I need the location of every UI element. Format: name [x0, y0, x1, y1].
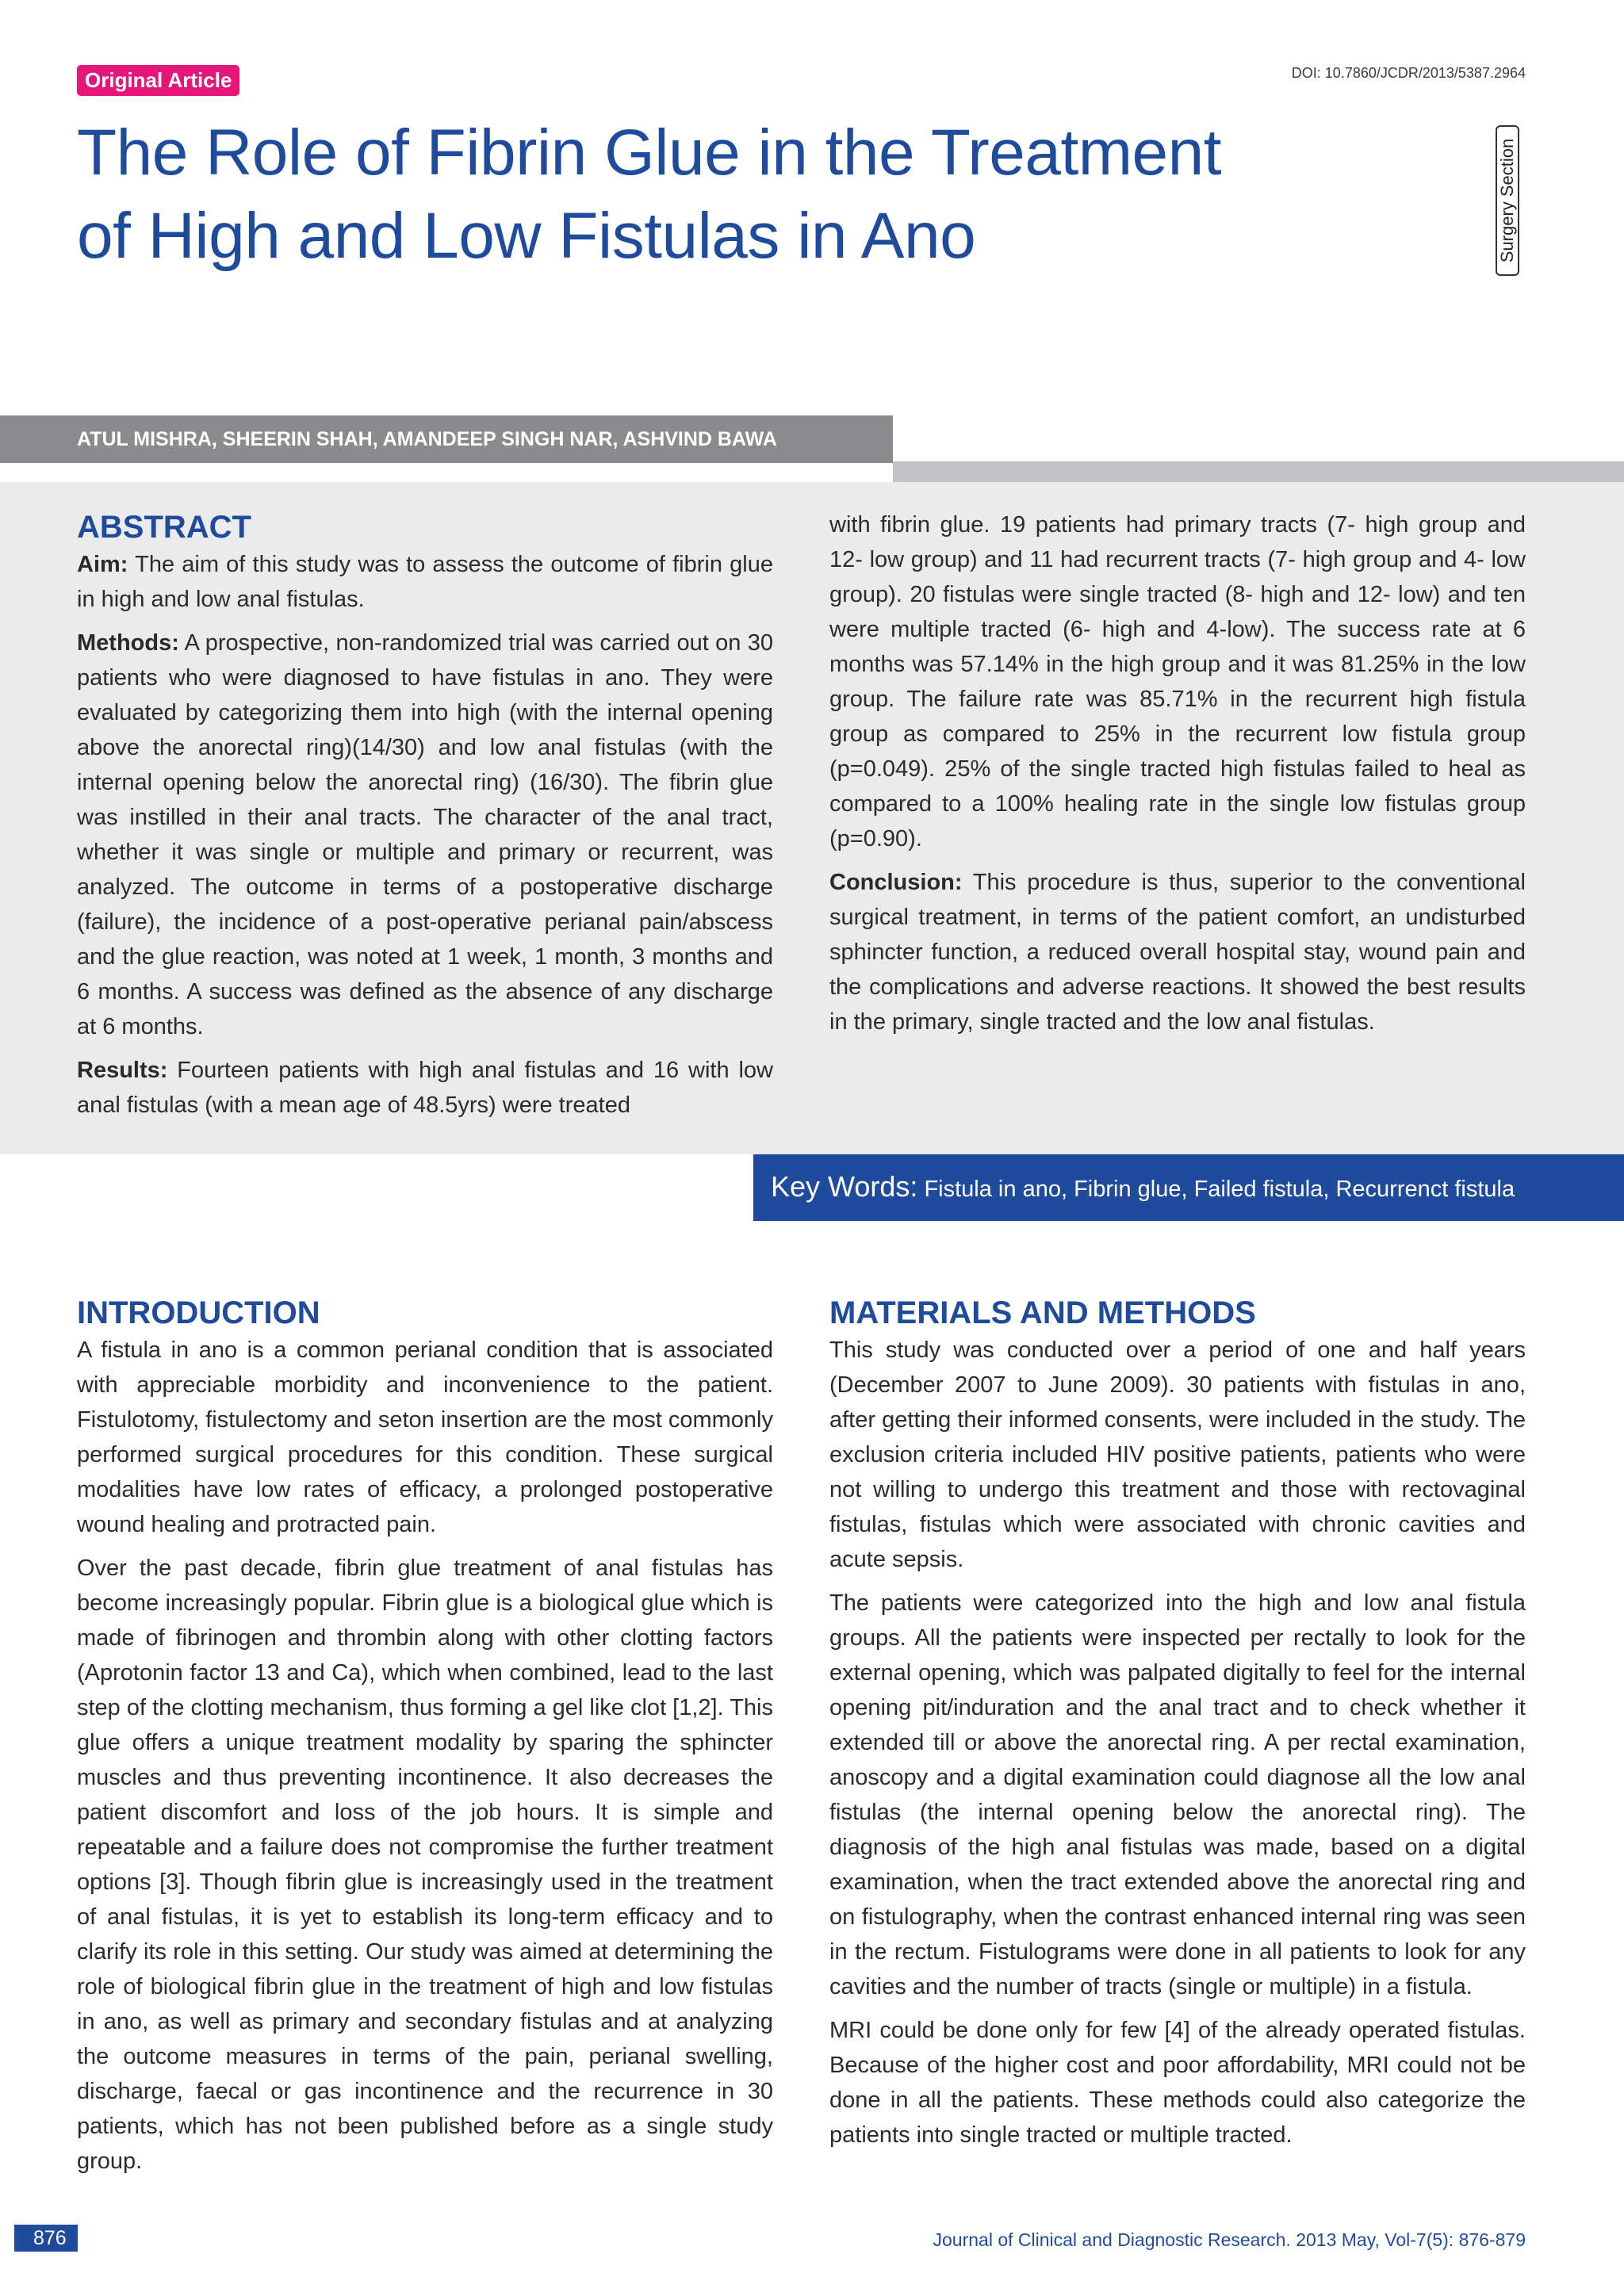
authors: ATUL MISHRA, SHEERIN SHAH, AMANDEEP SINGH NAR, ASHVIND BAWA [77, 428, 777, 450]
title-line-1: The Role of Fibrin Glue in the Treatment [77, 117, 1222, 189]
keywords [771, 1170, 1515, 1203]
article-type-badge: Original Article [77, 65, 239, 96]
introduction-paragraph-1: A fistula in ano is a common perianal condition that is associated with appreciable morbidity and inconvenience to the patient. Fistulotomy, fistulectomy and seton insertion are the most commonly performed surgical procedures for this condition. These surgical modalities have low rates of efficacy, a prolonged postoperative wound healing and protracted pain. [77, 1337, 773, 1537]
aim-label: Aim: [77, 552, 128, 577]
conclusion-label: Conclusion: [829, 870, 963, 895]
methods-paragraph-3: MRI could be done only for few [4] of the already operated fistulas. Because of the higher cost and poor affordability, MRI could not be done in all the patients. These methods could also categorize the patients into single tracted or multiple tracted. [829, 2018, 1526, 2148]
page-number: 876 [33, 2227, 67, 2249]
introduction-paragraph-2: Over the past decade, fibrin glue treatment of anal fistulas has become increasingly popular. Fibrin glue is a biological glue which is made of fibrinogen and thrombin along with other clotting factors (Aprotonin factor 13 and Ca), which when combined, lead to the last step of the clotting mechanism, thus forming a gel like clot [1,2]. This glue offers a unique treatment modality by sparing the sphincter muscles and thus preventing incontinence. It also decreases the patient discomfort and loss of the job hours. It is simple and repeatable and a failure does not compromise the further treatment options [3]. Though fibrin glue is increasingly used in the treatment of anal fistulas, it is yet to establish its long-term efficacy and to clarify its role in this setting. Our study was aimed at determining the role of biological fibrin glue in the treatment of high and low fistulas in ano, as well as primary and secondary fistulas and at analyzing the outcome measures in terms of the pain, perianal swelling, discharge, faecal or gas incontinence and the recurrence in 30 patients, which has not been published before as a single study group. [77, 1556, 773, 2174]
abstract-heading: ABSTRACT [77, 510, 251, 545]
methods-paragraph-1: This study was conducted over a period of one and half years (December 2007 to June 2009). 30 patients with fistulas in ano, after getting their informed consents, were included in the study. The exclusion criteria included HIV positive patients, patients who were not willing to undergo this treatment and those with rectovaginal fistulas, fistulas which were associated with chronic cavities and acute sepsis. [829, 1337, 1526, 1572]
methods-heading: MATERIALS AND METHODS [829, 1295, 1256, 1330]
section-tag [1496, 125, 1519, 276]
abstract-left-column [77, 507, 773, 1131]
keywords-label: Key Words: [771, 1170, 918, 1203]
introduction-section [77, 1293, 773, 2187]
introduction-heading: INTRODUCTION [77, 1295, 320, 1330]
abstract-results [77, 1053, 773, 1123]
abstract-right-column [829, 507, 1526, 1048]
journal-citation: Journal of Clinical and Diagnostic Research. 2013 May, Vol-7(5): 876-879 [933, 2229, 1526, 2250]
authors-bar [0, 415, 893, 463]
results-label: Results: [77, 1058, 168, 1083]
abstract-results-continued: with fibrin glue. 19 patients had primary tracts (7- high group and 12- low group) and 11 had recurrent tracts (7- high group and 4- low group). 20 fistulas were single tracted (8- high and 12- low) and ten were multiple tracted (6- high and 4-low). The success rate at 6 months was 57.14% in the high group and it was 81.25% in the low group. The failure rate was 85.71% in the recurrent high fistula group as compared to 25% in the recurrent low fistula group (p=0.049). 25% of the single tracted high fistulas failed to heal as compared to a 100% healing rate in the single low fistulas group (p=0.90). [829, 512, 1526, 851]
keywords-value: Fistula in ano, Fibrin glue, Failed fistula, Recurrenct fistula [917, 1177, 1515, 1202]
methods-section [829, 1293, 1526, 2161]
abstract-conclusion [829, 865, 1526, 1039]
doi: DOI: 10.7860/JCDR/2013/5387.2964 [1291, 65, 1526, 81]
article-title [77, 111, 1425, 277]
methods-label: Methods: [77, 630, 179, 656]
abstract-methods [77, 626, 773, 1044]
section-tag-label: Surgery Section [1497, 138, 1517, 263]
page-number-box [14, 2225, 78, 2252]
methods-text: A prospective, non-randomized trial was carried out on 30 patients who were diagnosed to have fistulas in ano. They were evaluated by categorizing them into high (with the internal opening above the anorectal ring)(14/30) and low anal fistulas (with the internal opening below the anorectal ring) (16/30). The fibrin glue was instilled in their anal tracts. The character of the anal tract, whether it was single or multiple and primary or recurrent, was analyzed. The outcome in terms of a postoperative discharge (failure), the incidence of a post-operative perianal pain/abscess and the glue reaction, was noted at 1 week, 1 month, 3 months and 6 months. A success was defined as the absence of any discharge at 6 months. [77, 630, 773, 1039]
title-line-2: of High and Low Fistulas in Ano [77, 200, 976, 272]
decorative-strip [893, 461, 1624, 482]
keywords-bar [753, 1154, 1624, 1221]
results-text: Fourteen patients with high anal fistulas and 16 with low anal fistulas (with a mean age of 48.5yrs) were treated [77, 1058, 773, 1118]
aim-text: The aim of this study was to assess the outcome of fibrin glue in high and low anal fistulas. [77, 552, 773, 612]
conclusion-text: This procedure is thus, superior to the conventional surgical treatment, in terms of the patient comfort, an undisturbed sphincter function, a reduced overall hospital stay, wound pain and the complications and adverse reactions. It showed the best results in the primary, single tracted and the low anal fistulas. [829, 870, 1526, 1035]
abstract-aim [77, 547, 773, 617]
methods-paragraph-2: The patients were categorized into the high and low anal fistula groups. All the patients were inspected per rectally to look for the external opening, which was palpated digitally to feel for the internal opening pit/induration and the anal tract and to check whether it extended till or above the anorectal ring. A per rectal examination, anoscopy and a digital examination could diagnose all the low anal fistulas (the internal opening below the anorectal ring). The diagnosis of the high anal fistulas was made, based on a digital examination, when the tract extended above the anorectal ring and on fistulography, when the contrast enhanced internal ring was seen in the rectum. Fistulograms were done in all patients to look for any cavities and the number of tracts (single or multiple) in a fistula. [829, 1590, 1526, 1999]
